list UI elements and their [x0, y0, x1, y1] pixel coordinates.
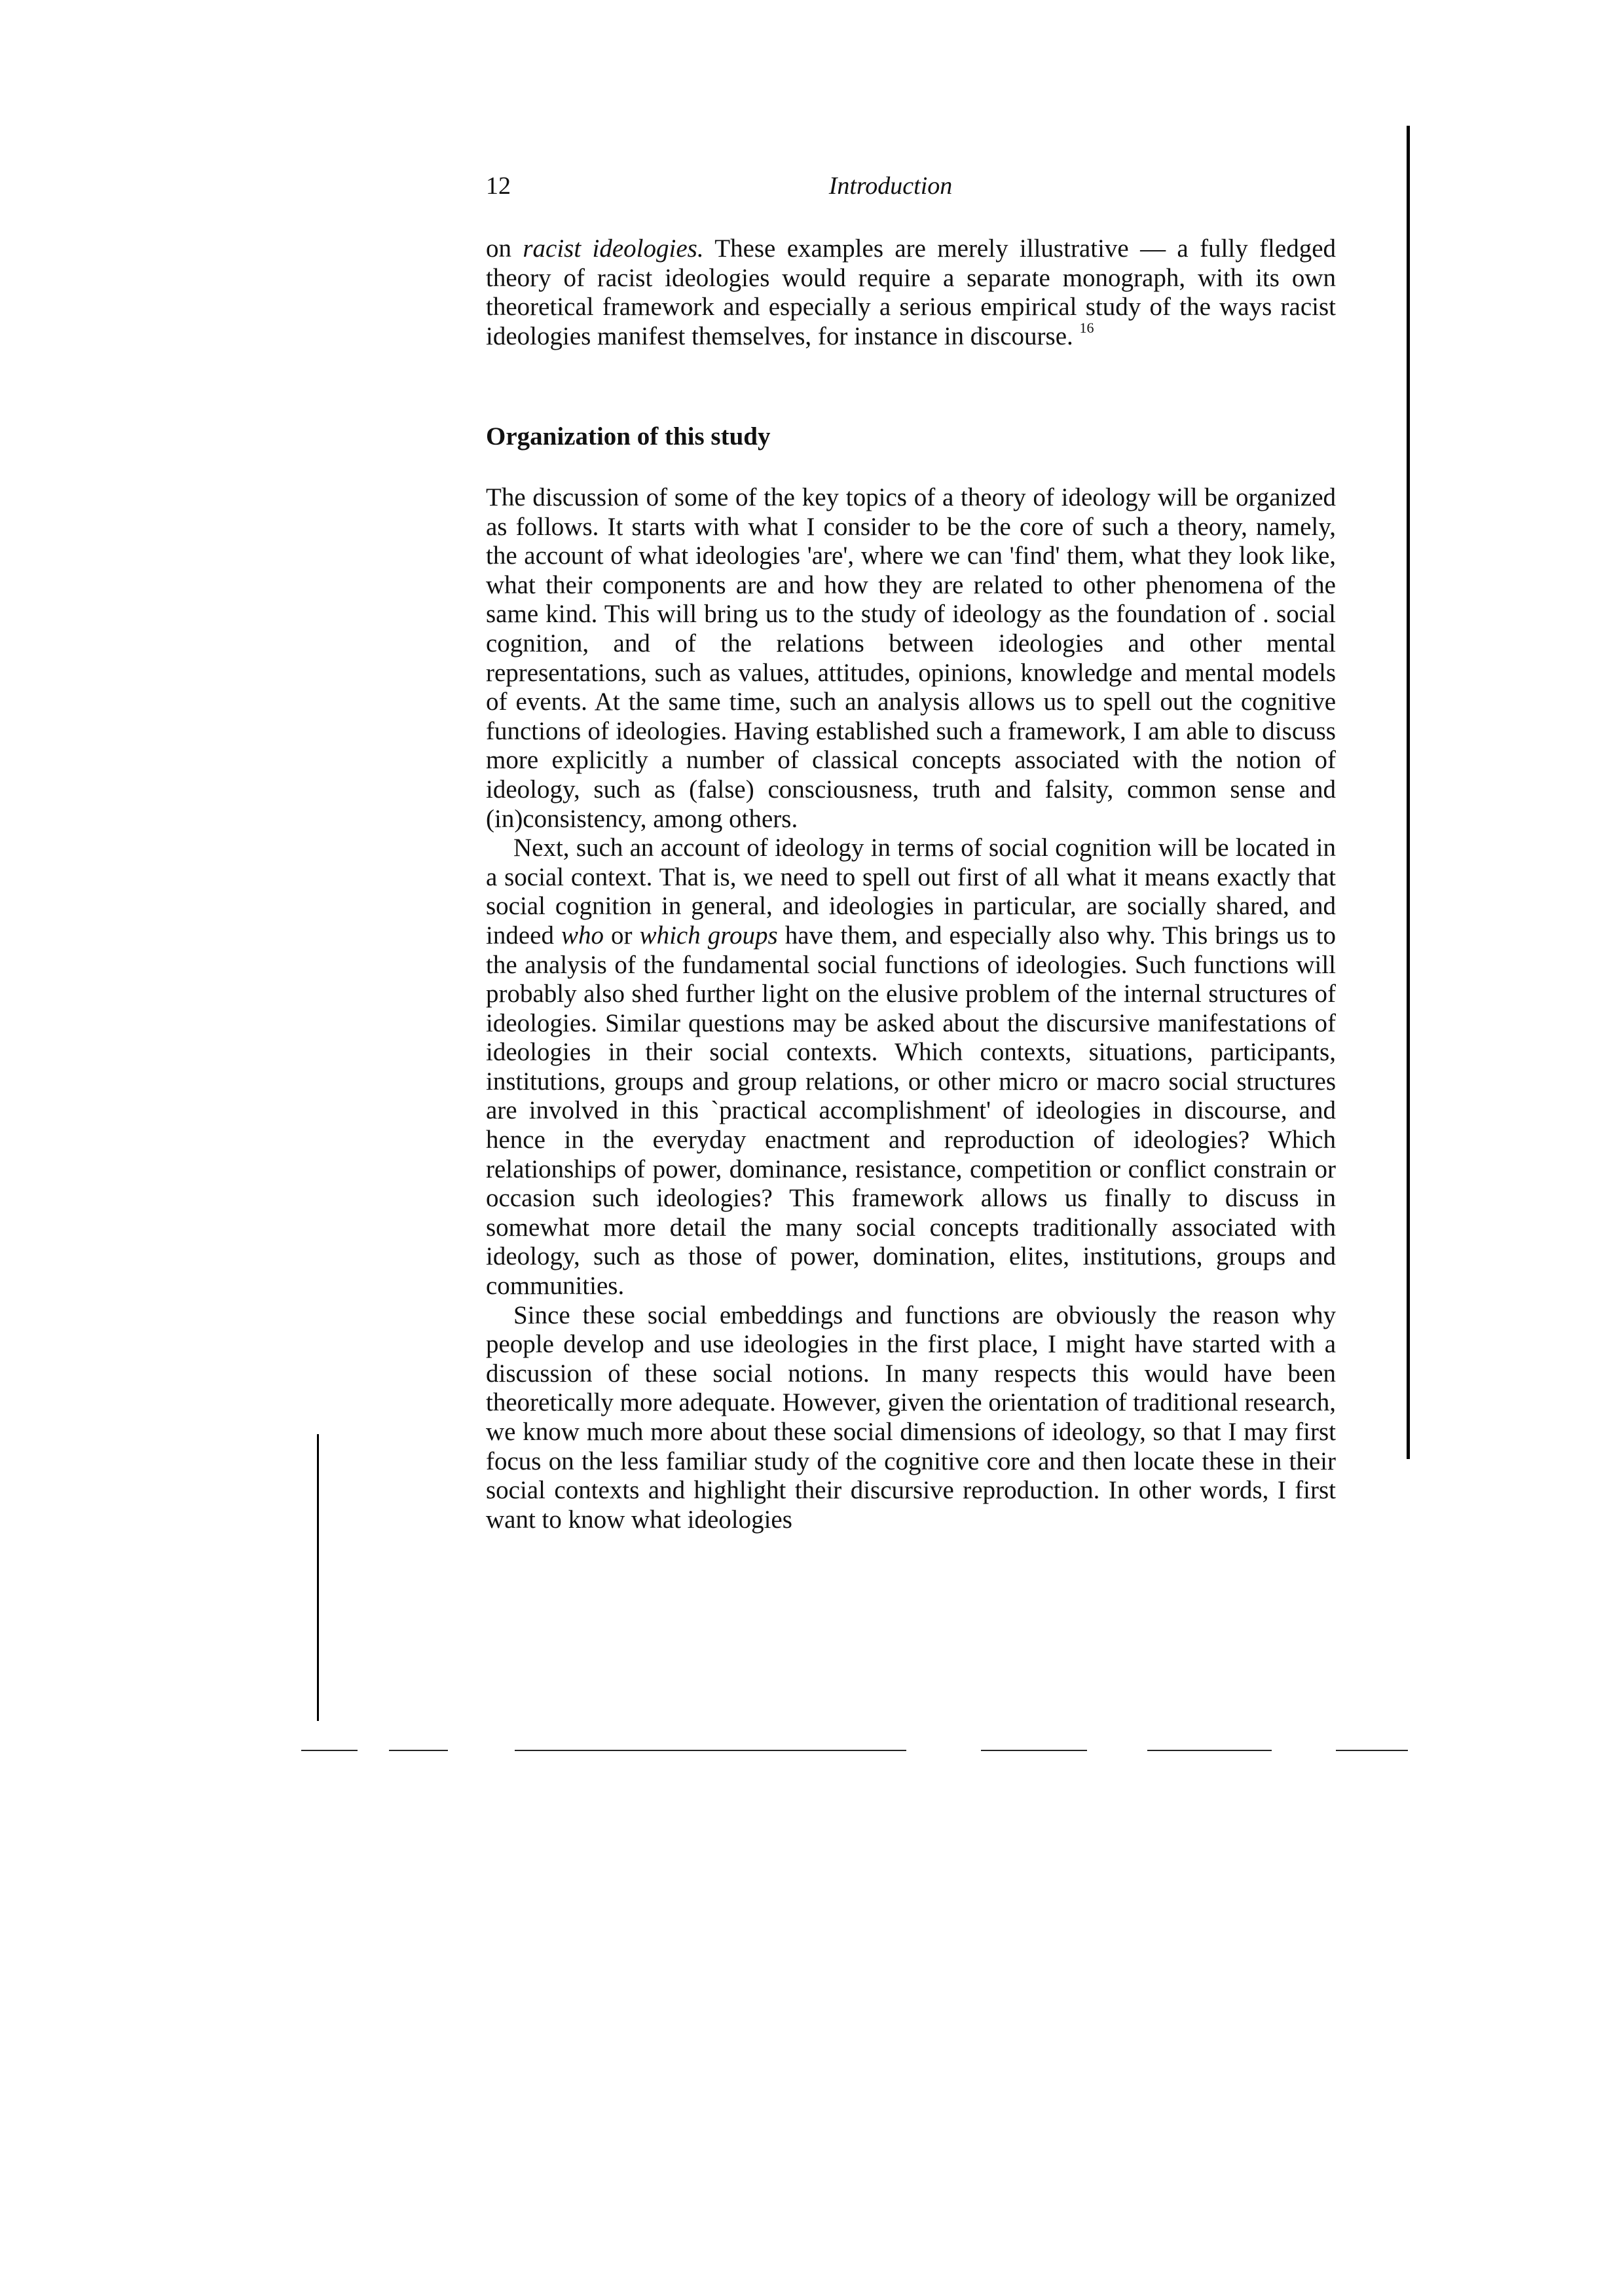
bottom-edge-mark — [981, 1750, 1087, 1751]
paragraph-2-which-groups: which groups — [639, 921, 778, 950]
bottom-edge-mark — [1336, 1750, 1408, 1751]
page-number: 12 — [486, 172, 511, 200]
left-margin-rule — [317, 1434, 319, 1721]
bottom-edge-mark — [301, 1750, 358, 1751]
paragraph-2-part-a: Next, such an account of ideology in terms of social cognition will be located in a social context. That is, we need to spell out first of all what it means exactly that social cognition in general, and ideologies in particular, are socially shared, and indeed — [486, 834, 1336, 950]
footnote-reference: 16 — [1079, 319, 1094, 336]
paragraph-3: Since these social embeddings and functions are obviously the reason why people develop and use ideologies in the first place, I might have started with a discussion of these social notions. In many respects this would have been theoretically more adequate. However, given the orientation of traditional research, we know much more about these social dimensions of ideology, so that I may first focus on the less familiar study of the cognitive core and then locate these in their social contexts and highlight their discursive reproduction. In other words, I first want to know what ideologies — [486, 1301, 1336, 1534]
right-margin-rule — [1407, 126, 1410, 1459]
bottom-edge-mark — [1147, 1750, 1272, 1751]
bottom-edge-mark — [389, 1750, 448, 1751]
paragraph-2 — [486, 834, 1336, 1301]
opening-prefix: on — [486, 234, 523, 263]
opening-text — [486, 234, 1336, 351]
paragraph-2-who: who — [561, 921, 604, 950]
opening-italic-term: racist ideologies. — [523, 234, 704, 263]
section-body — [486, 483, 1336, 1534]
section-heading: Organization of this study — [486, 422, 771, 451]
running-title: Introduction — [828, 172, 953, 200]
paragraph-2-part-b: have them, and especially also why. This brings us to the analysis of the fundamental social functions of ideologies. Such functions will probably also shed further light on the elusive problem of the internal structures of ideologies. Similar questions may be asked about the discursive manifestations of ideologies in their social contexts. Which contexts, situations, participants, institutions, groups and group relations, or other micro or macro social structures are involved in this `practical accomplishment' of ideologies in discourse, and hence in the everyday enactment and reproduction of ideologies? Which relationships of power, dominance, resistance, competition or conflict constrain or occasion such ideologies? This framework allows us finally to discuss in somewhat more detail the many social concepts traditionally associated with ideology, such as those of power, domination, elites, institutions, groups and communities. — [486, 921, 1336, 1301]
opening-body: These examples are merely illustrative — a fully fledged theory of racist ideologies would require a separate monograph, with its own theoretical framework and especially a serious empirical study of the ways racist ideologies manifest themselves, for instance in discourse. — [486, 234, 1337, 350]
bottom-edge-mark — [515, 1750, 906, 1751]
paragraph-1: The discussion of some of the key topics of a theory of ideology will be organized as follows. It starts with what I consider to be the core of such a theory, namely, the account of what ideologies 'are', where we can 'find' them, what they look like, what their components are and how they are related to other phenomena of the same kind. This will bring us to the study of ideology as the foundation of . social cognition, and of the relations between ideologies and other mental representations, such as values, attitudes, opinions, knowledge and mental models of events. At the same time, such an analysis allows us to spell out the cognitive functions of ideologies. Having established such a framework, I am able to discuss more explicitly a number of classical concepts associated with the notion of ideology, such as (false) consciousness, truth and falsity, common sense and (in)consistency, among others. — [486, 483, 1336, 833]
opening-paragraph — [486, 234, 1336, 351]
paragraph-2-or: or — [604, 921, 640, 950]
